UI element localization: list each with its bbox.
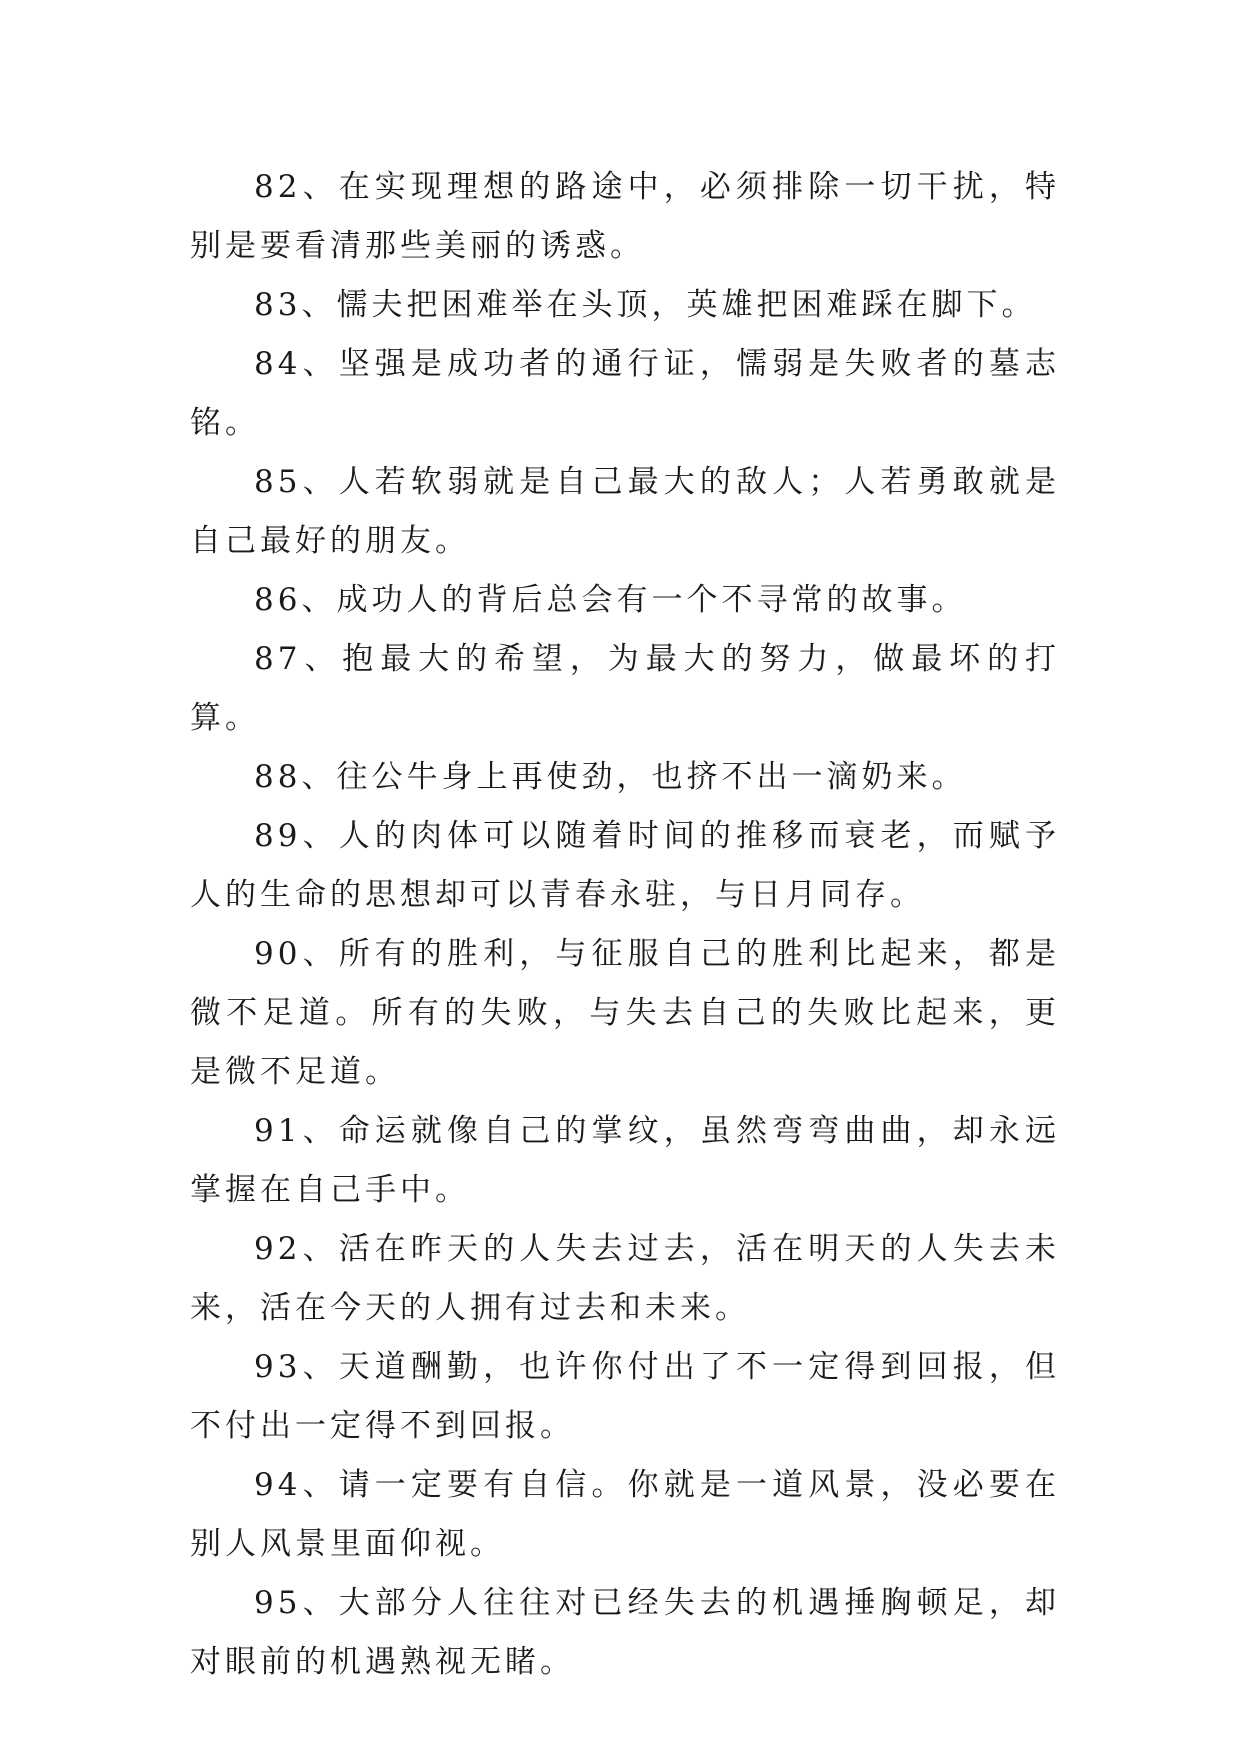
quote-paragraph-95: 95、大部分人往往对已经失去的机遇捶胸顿足，却对眼前的机遇熟视无睹。 [190,1585,1060,1680]
quote-paragraph-83: 83、懦夫把困难举在头顶，英雄把困难踩在脚下。 [254,287,1037,323]
quote-paragraph-88: 88、往公牛身上再使劲，也挤不出一滴奶来。 [254,759,967,795]
quote-paragraph-91: 91、命运就像自己的掌纹，虽然弯弯曲曲，却永远掌握在自己手中。 [190,1113,1060,1208]
quote-paragraph-84: 84、坚强是成功者的通行证，懦弱是失败者的墓志铭。 [190,346,1060,441]
quote-paragraph-90: 90、所有的胜利，与征服自己的胜利比起来，都是微不足道。所有的失败，与失去自己的失败比起来，更是微不足道。 [190,936,1060,1090]
quote-paragraph-86: 86、成功人的背后总会有一个不寻常的故事。 [254,582,967,618]
quote-paragraph-93: 93、天道酬勤，也许你付出了不一定得到回报，但不付出一定得不到回报。 [190,1349,1060,1444]
quote-paragraph-85: 85、人若软弱就是自己最大的敌人；人若勇敢就是自己最好的朋友。 [190,464,1060,559]
quote-paragraph-87: 87、抱最大的希望，为最大的努力，做最坏的打算。 [190,641,1060,736]
document-body [190,158,1060,1692]
quote-paragraph-89: 89、人的肉体可以随着时间的推移而衰老，而赋予人的生命的思想却可以青春永驻，与日月同存。 [190,818,1060,913]
quote-paragraph-92: 92、活在昨天的人失去过去，活在明天的人失去未来，活在今天的人拥有过去和未来。 [190,1231,1060,1326]
quote-paragraph-82: 82、在实现理想的路途中，必须排除一切干扰，特别是要看清那些美丽的诱惑。 [190,169,1060,264]
quote-paragraph-94: 94、请一定要有自信。你就是一道风景，没必要在别人风景里面仰视。 [190,1467,1060,1562]
